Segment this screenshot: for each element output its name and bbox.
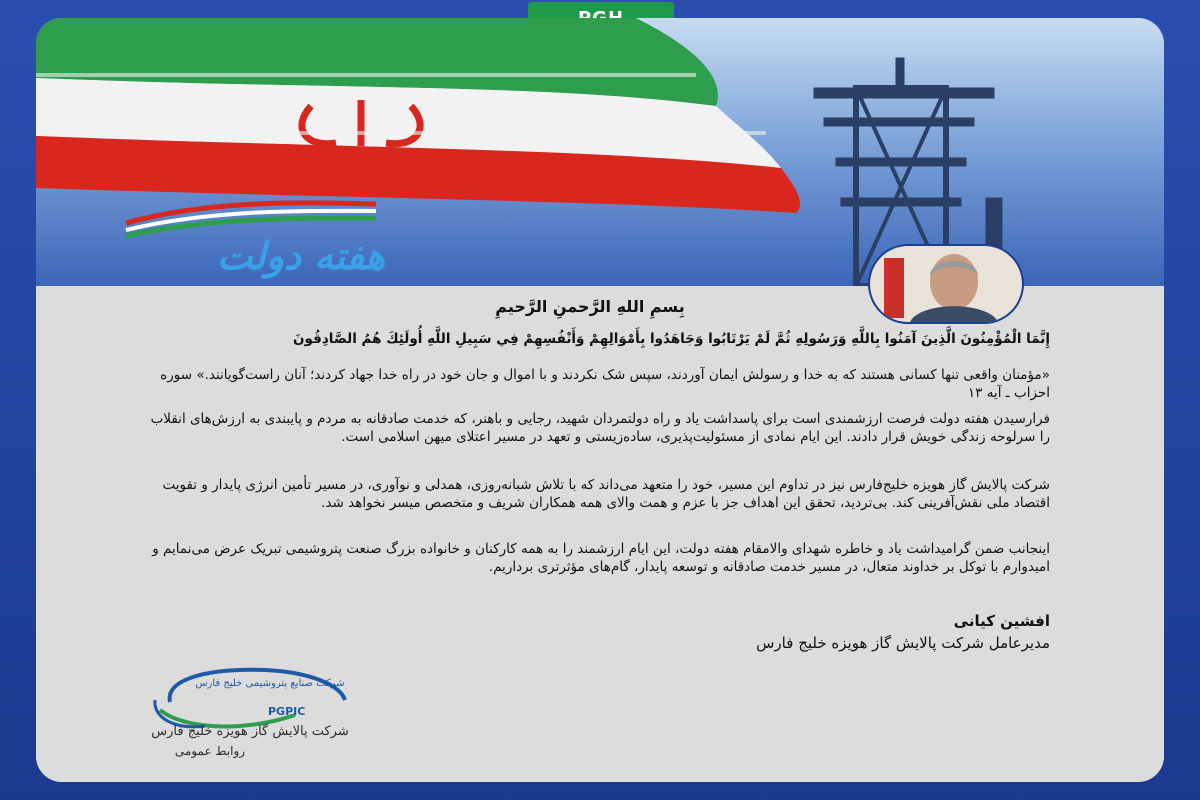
paragraph-2: شرکت پالایش گاز هویزه خلیج‌فارس نیز در تداوم این مسیر، خود را متعهد می‌داند که با تلاش شبانه‌روزی، همدلی و نوآوری، در مسیر تأمین انرژی پایدار و تقویت اقتصاد ملی نقش‌آفرینی کند. بی‌تردید، تحقق این اهداف جز با عزم و همت والای همه همکاران شریف و متخصص میسر نخواهد شد. xyxy=(162,477,1050,511)
signature-title: مدیرعامل شرکت پالایش گاز هویزه خلیج فارس xyxy=(756,634,1050,652)
iran-flag-icon xyxy=(36,18,800,213)
avatar xyxy=(870,246,1022,322)
campaign-swoosh-icon xyxy=(126,203,376,236)
ceo-portrait xyxy=(870,246,1022,322)
campaign-logo-text: هفته دولت xyxy=(216,233,386,278)
logo-company-name: شرکت پالایش گاز هویزه خلیج فارس xyxy=(151,724,349,739)
bismillah-heading: بِسمِ اللهِ الرَّحمنِ الرَّحیمِ xyxy=(495,297,685,316)
hero-banner xyxy=(36,18,1164,286)
logo-arc-text: شرکت صنایع پتروشیمی خلیج فارس xyxy=(195,678,345,689)
logo-abbr: PGPIC xyxy=(268,705,306,718)
paragraph-3: اینجانب ضمن گرامیداشت یاد و خاطره شهدای والامقام هفته دولت، این ایام ارزشمند را به همه کارکنان و خانواده بزرگ صنعت پتروشیمی تبریک عرض می‌نمایم و امیدوارم با توکل بر خداوند متعال، در مسیر خدمت صادقانه و توسعه پایدار، گام‌های مؤثرتری برداریم. xyxy=(152,541,1050,575)
verse-translation: «مؤمنان واقعی تنها کسانی هستند که به خدا و رسولش ایمان آوردند، سپس شک نکردند و با اموال و جان خود در راه خدا جهاد کردند؛ آنان راست‌گویانند.» سوره احزاب ـ آیه ۱۳ xyxy=(160,367,1050,401)
verse-arabic: إِنَّمَا الْمُؤْمِنُونَ الَّذِينَ آمَنُوا بِاللَّهِ وَرَسُولِهِ ثُمَّ لَمْ يَرْتَابُوا وَجَاهَدُوا بِأَمْوَالِهِمْ وَأَنْفُسِهِمْ فِي سَبِيلِ اللَّهِ أُولَئِكَ هُمُ الصَّادِقُونَ xyxy=(293,331,1050,347)
logo-department: روابط عمومی xyxy=(174,744,246,758)
paragraph-1: فرارسیدن هفته دولت فرصت ارزشمندی است برای پاسداشت یاد و راه دولتمردان شهید، رجایی و باهنر، که خدمت صادقانه به مردم و پایبندی به ارزش‌های انقلاب را سرلوحه زندگی خویش قرار دادند. این ایام نمادی از مسئولیت‌پذیری، ساده‌زیستی و تعهد در مسیر اعتلای میهن اسلامی است. xyxy=(150,411,1050,445)
signature-name: افشین کیانی xyxy=(953,612,1050,630)
